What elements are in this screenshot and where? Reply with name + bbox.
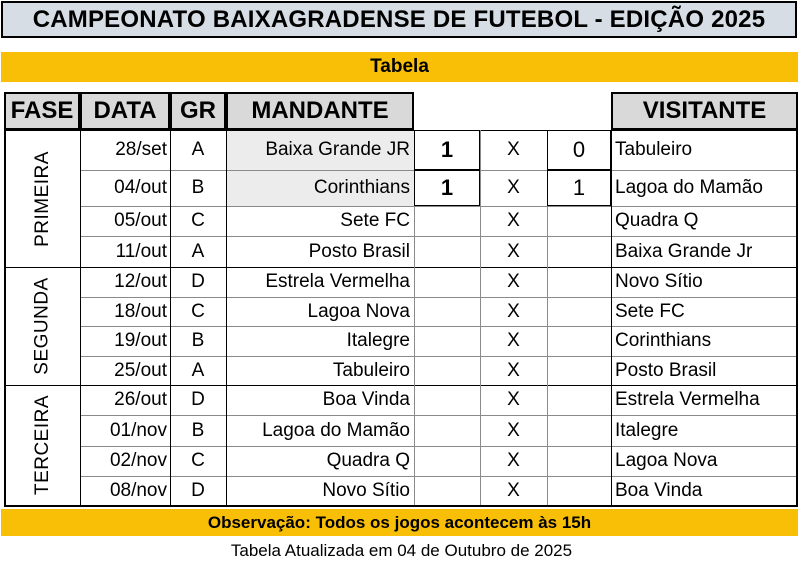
header-mandante: MANDANTE — [226, 92, 414, 130]
row-divider — [80, 236, 798, 237]
header-visitante: VISITANTE — [611, 92, 798, 130]
row-divider — [4, 385, 798, 386]
cell-home-score — [414, 446, 480, 476]
cell-away-team: Quadra Q — [615, 210, 699, 231]
score-column-divider — [480, 130, 481, 505]
cell-away-score — [547, 446, 611, 476]
cell-away-score — [547, 356, 611, 385]
cell-home-score — [414, 236, 480, 267]
cell-home-score: 1 — [440, 137, 454, 162]
cell-away-team: Sete FC — [615, 300, 685, 322]
footer-updated: Tabela Atualizada em 04 de Outubro de 2025 — [230, 541, 573, 560]
row-divider — [80, 415, 798, 416]
cell-group: D — [191, 271, 205, 292]
cell-group: D — [191, 479, 205, 501]
cell-home-team: Estrela Vermelha — [265, 271, 410, 292]
cell-versus: X — [507, 359, 520, 381]
cell-away-score — [547, 206, 611, 236]
column-divider — [611, 130, 612, 505]
cell-away-score — [547, 326, 611, 356]
cell-away-score: 1 — [572, 175, 586, 200]
cell-group: B — [191, 419, 205, 441]
cell-away-score: 0 — [572, 137, 586, 162]
cell-away-team: Boa Vinda — [615, 479, 703, 501]
row-divider — [80, 206, 798, 207]
cell-away-team: Posto Brasil — [615, 359, 717, 381]
cell-away-team: Baixa Grande Jr — [615, 240, 753, 262]
score-cell-frame — [414, 130, 480, 170]
cell-group: C — [191, 210, 205, 231]
row-divider — [80, 356, 798, 357]
cell-date: 25/out — [114, 359, 167, 381]
cell-away-team: Tabuleiro — [615, 139, 693, 160]
cell-group: D — [191, 389, 205, 410]
cell-versus: X — [507, 210, 520, 231]
cell-home-team: Lagoa Nova — [307, 300, 410, 322]
score-cell-frame — [414, 170, 480, 206]
header-fase: FASE — [4, 92, 80, 130]
cell-home-score — [414, 206, 480, 236]
phase-label-primeira: PRIMEIRA — [32, 150, 54, 247]
cell-date: 26/out — [114, 389, 167, 410]
cell-home-team: Corinthians — [313, 177, 410, 198]
table-top-border — [4, 130, 798, 131]
cell-home-team: Posto Brasil — [308, 240, 410, 262]
cell-home-team: Italegre — [346, 330, 410, 351]
cell-home-score — [414, 356, 480, 385]
cell-date: 02/nov — [109, 450, 167, 471]
cell-versus: X — [507, 139, 520, 160]
cell-group: C — [191, 450, 205, 471]
cell-home-score: 1 — [440, 175, 454, 200]
cell-date: 08/nov — [109, 479, 167, 501]
cell-versus: X — [507, 419, 520, 441]
cell-date: 05/out — [114, 210, 167, 231]
cell-home-team: Sete FC — [340, 210, 410, 231]
cell-date: 18/out — [114, 300, 167, 322]
cell-date: 19/out — [114, 330, 167, 351]
cell-away-score — [547, 297, 611, 326]
cell-away-score — [547, 415, 611, 446]
cell-versus: X — [507, 389, 520, 410]
cell-home-team: Boa Vinda — [322, 389, 410, 410]
cell-versus: X — [507, 271, 520, 292]
cell-date: 28/set — [115, 139, 167, 160]
cell-home-team: Quadra Q — [326, 450, 410, 471]
score-cell-frame — [547, 170, 611, 206]
column-divider — [170, 130, 171, 505]
cell-date: 11/out — [115, 240, 167, 262]
cell-home-score — [414, 297, 480, 326]
cell-home-score — [414, 326, 480, 356]
cell-versus: X — [507, 479, 520, 501]
cell-away-team: Novo Sítio — [615, 271, 703, 292]
cell-home-score — [414, 267, 480, 297]
cell-versus: X — [507, 330, 520, 351]
table-right-border — [796, 130, 798, 505]
cell-group: C — [191, 300, 205, 322]
score-cell-frame — [547, 130, 611, 170]
cell-home-score — [414, 476, 480, 505]
row-divider — [80, 297, 798, 298]
cell-home-team: Lagoa do Mamão — [262, 419, 410, 441]
phase-label-terceira: TERCEIRA — [32, 394, 54, 496]
cell-group: B — [191, 177, 205, 198]
row-divider — [80, 326, 798, 327]
cell-versus: X — [507, 240, 520, 262]
cell-versus: X — [507, 300, 520, 322]
cell-group: A — [191, 139, 205, 160]
cell-away-team: Lagoa do Mamão — [615, 177, 763, 198]
cell-date: 12/out — [114, 271, 167, 292]
cell-away-score — [547, 236, 611, 267]
cell-home-score — [414, 385, 480, 415]
cell-away-team: Italegre — [615, 419, 679, 441]
cell-away-team: Lagoa Nova — [615, 450, 718, 471]
observation-bar: Observação: Todos os jogos acontecem às 15h — [1, 509, 798, 536]
cell-away-score — [547, 267, 611, 297]
cell-date: 01/nov — [109, 419, 167, 441]
cell-versus: X — [507, 450, 520, 471]
cell-group: A — [191, 359, 205, 381]
cell-away-score — [547, 476, 611, 505]
cell-group: A — [191, 240, 205, 262]
cell-home-team: Baixa Grande JR — [265, 139, 410, 160]
table-subtitle-bar: Tabela — [1, 52, 798, 82]
cell-versus: X — [507, 177, 520, 198]
cell-group: B — [191, 330, 205, 351]
table-bottom-border — [4, 505, 798, 507]
page-title: CAMPEONATO BAIXAGRADENSE DE FUTEBOL - EDIÇÃO 2025 — [1, 1, 797, 38]
row-divider — [4, 267, 798, 268]
cell-home-team: Novo Sítio — [322, 479, 410, 501]
phase-label-segunda: SEGUNDA — [32, 277, 53, 375]
cell-home-score — [414, 415, 480, 446]
cell-away-team: Estrela Vermelha — [615, 389, 760, 410]
column-divider — [226, 130, 227, 505]
cell-away-score — [547, 385, 611, 415]
header-gr: GR — [170, 92, 226, 130]
row-divider — [80, 446, 798, 447]
header-data: DATA — [80, 92, 170, 130]
cell-home-team: Tabuleiro — [332, 359, 410, 381]
cell-date: 04/out — [114, 177, 167, 198]
cell-away-team: Corinthians — [615, 330, 712, 351]
row-divider — [80, 476, 798, 477]
